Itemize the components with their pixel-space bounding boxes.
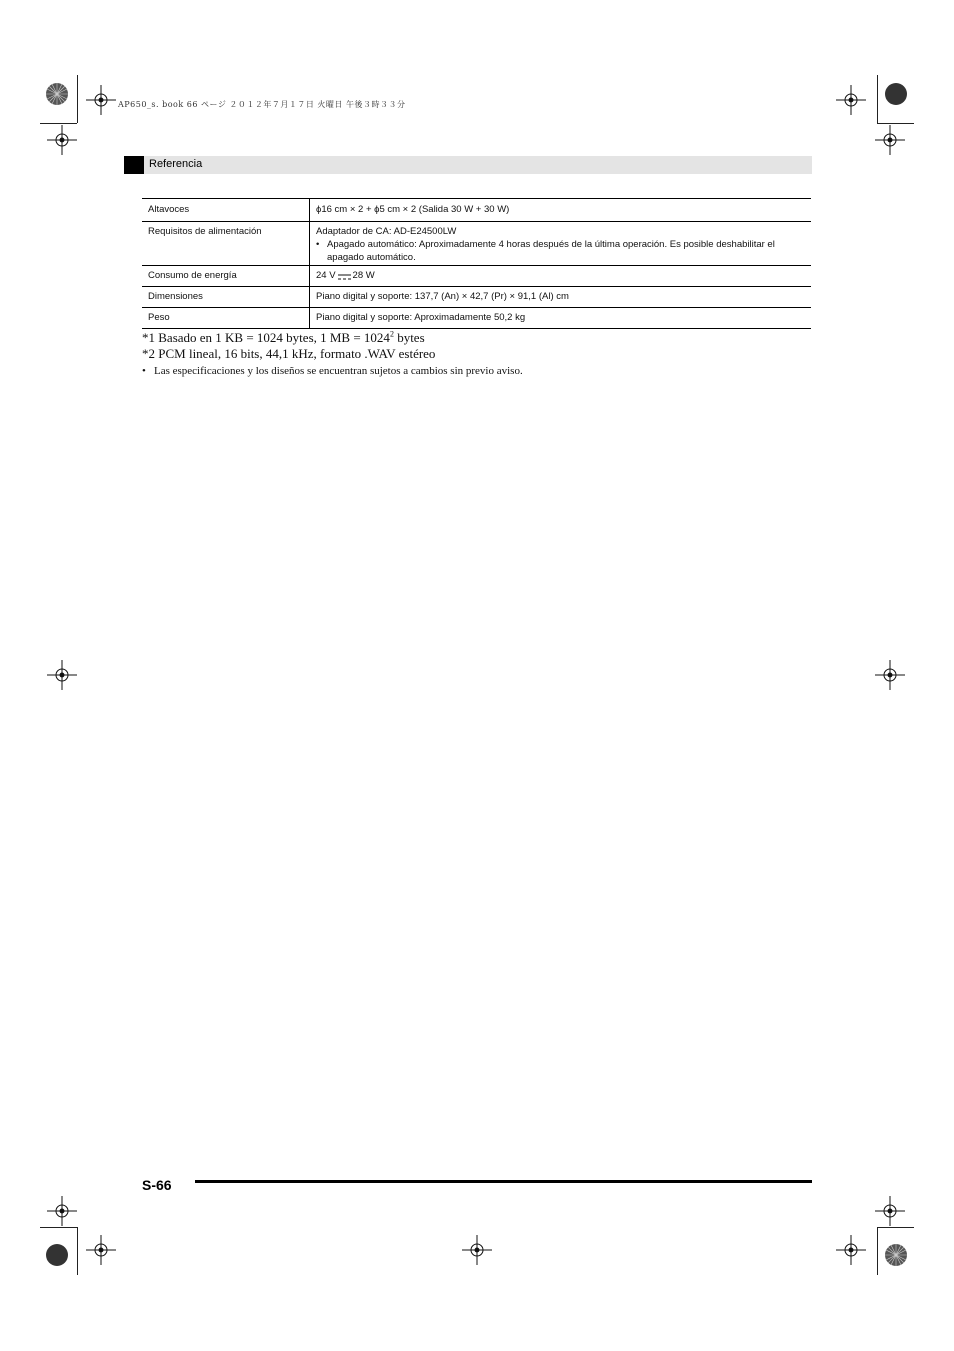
crosshair-icon bbox=[47, 660, 77, 690]
crop-line bbox=[77, 75, 78, 123]
notice-text: Las especificaciones y los diseños se encuentran sujetos a cambios sin previo aviso. bbox=[154, 365, 523, 377]
crop-line bbox=[877, 1227, 878, 1275]
spec-value: ϕ16 cm × 2 + ϕ5 cm × 2 (Salida 30 W + 30 W) bbox=[316, 204, 510, 215]
bullet-text: Apagado automático: Aproximadamente 4 horas después de la última operación. Es posible deshabilitar el apagado automático. bbox=[327, 239, 775, 263]
section-marker bbox=[124, 156, 144, 174]
crosshair-icon bbox=[836, 85, 866, 115]
table-row bbox=[142, 287, 811, 308]
section-title: Referencia bbox=[149, 158, 203, 170]
crosshair-icon bbox=[875, 1196, 905, 1226]
footnote-2: *2 PCM lineal, 16 bits, 44,1 kHz, formato .WAV estéreo bbox=[142, 346, 436, 361]
section-header bbox=[124, 156, 812, 174]
table-row bbox=[142, 308, 811, 329]
footnote-1-tail: bytes bbox=[393, 330, 425, 345]
crop-line bbox=[77, 1227, 78, 1275]
table-row bbox=[142, 199, 811, 222]
crop-line bbox=[877, 1227, 914, 1228]
footnote-1-text: *1 Basado en 1 KB = 1024 bytes, 1 MB = 1024 bbox=[142, 330, 390, 345]
spec-value-line: Adaptador de CA: AD-E24500LW bbox=[316, 226, 457, 237]
spec-label: Consumo de energía bbox=[142, 266, 310, 287]
spec-label: Requisitos de alimentación bbox=[142, 222, 310, 266]
footnote-1 bbox=[142, 330, 425, 346]
crop-line bbox=[877, 75, 878, 123]
registration-circle-icon bbox=[45, 1243, 69, 1267]
crop-line bbox=[877, 123, 914, 124]
dc-current-icon bbox=[338, 271, 351, 277]
crosshair-icon bbox=[86, 1235, 116, 1265]
registration-target-icon bbox=[884, 1243, 908, 1267]
crosshair-icon bbox=[875, 660, 905, 690]
notice bbox=[142, 365, 523, 377]
spec-value bbox=[310, 222, 812, 266]
registration-target-icon bbox=[45, 82, 69, 106]
table-row bbox=[142, 222, 811, 266]
page-number: S-66 bbox=[142, 1177, 172, 1193]
registration-circle-icon bbox=[884, 82, 908, 106]
spec-value bbox=[310, 266, 812, 287]
spec-table bbox=[142, 198, 811, 329]
crop-line bbox=[40, 1227, 77, 1228]
crosshair-icon bbox=[86, 85, 116, 115]
power-value: 28 W bbox=[352, 270, 375, 281]
footnote-1-superscript: 2 bbox=[389, 329, 394, 339]
spec-value: Piano digital y soporte: 137,7 (An) × 42,7 (Pr) × 91,1 (Al) cm bbox=[310, 287, 812, 308]
crosshair-icon bbox=[836, 1235, 866, 1265]
crosshair-icon bbox=[47, 1196, 77, 1226]
spec-value: Piano digital y soporte: Aproximadamente 50,2 kg bbox=[310, 308, 812, 329]
table-row bbox=[142, 266, 811, 287]
crosshair-icon bbox=[462, 1235, 492, 1265]
voltage-value: 24 V bbox=[316, 270, 336, 281]
spec-label: Altavoces bbox=[142, 199, 310, 222]
bullet-icon: • bbox=[316, 239, 320, 250]
print-header: AP650_s. book 66 ページ ２０１２年７月１７日 火曜日 午後３時３３分 bbox=[118, 100, 406, 109]
spec-label: Dimensiones bbox=[142, 287, 310, 308]
crosshair-icon bbox=[875, 125, 905, 155]
footer-rule bbox=[195, 1180, 812, 1183]
crosshair-icon bbox=[47, 125, 77, 155]
spec-label: Peso bbox=[142, 308, 310, 329]
list-item bbox=[316, 238, 805, 264]
crop-line bbox=[40, 123, 77, 124]
bullet-icon: • bbox=[142, 365, 146, 377]
